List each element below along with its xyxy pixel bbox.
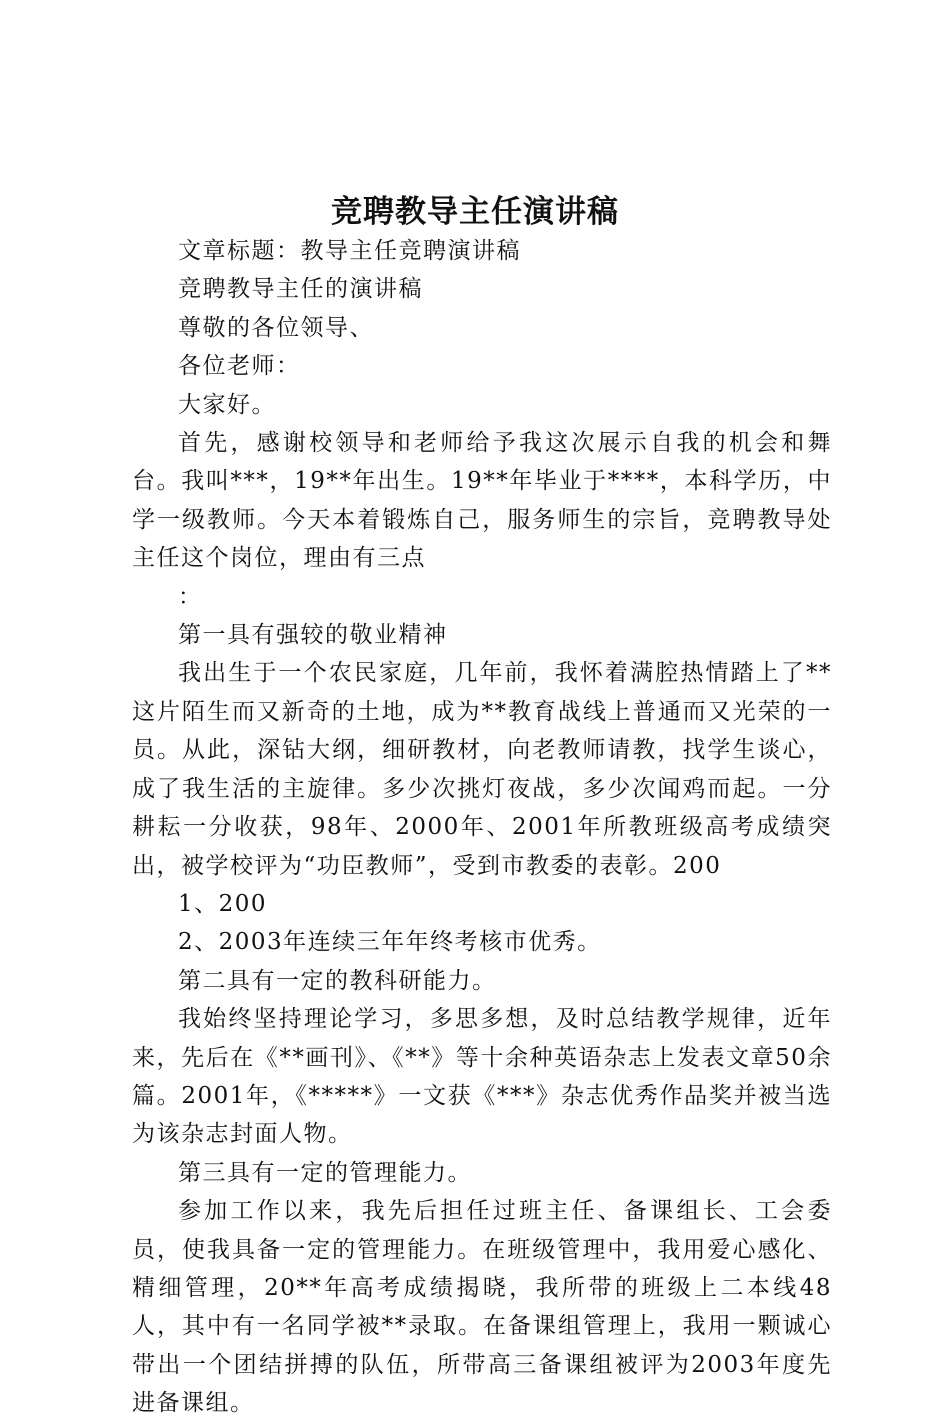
- document-body: [132, 232, 832, 1423]
- paragraph: 文章标题：教导主任竞聘演讲稿: [178, 238, 521, 264]
- document-title: 竞聘教导主任演讲稿: [331, 194, 619, 230]
- paragraph: 各位老师：: [178, 353, 301, 380]
- paragraph: 1、200: [178, 890, 268, 917]
- paragraph: 参加工作以来，我先后担任过班主任、备课组长、工会委员，使我具备一定的管理能力。在班级管理中，我用爱心感化、精细管理，20**年高考成绩揭晓，我所带的班级上二本线48人，其中有一名同学被**录取。在备课组管理上，我用一颗诚心带出一个团结拼搏的队伍，所带高三备课组被评为2003年度先进备课组。: [132, 1198, 832, 1417]
- paragraph: 第一具有强较的敬业精神: [178, 622, 448, 649]
- paragraph: 尊敬的各位领导、: [178, 314, 374, 341]
- paragraph: 竞聘教导主任的演讲稿: [178, 276, 423, 303]
- paragraph: 大家好。: [178, 391, 276, 418]
- paragraph: 首先，感谢校领导和老师给予我这次展示自我的机会和舞台。我叫***，19**年出生。19**年毕业于****，本科学历，中学一级教师。今天本着锻炼自己，服务师生的宗旨，竞聘教导处主任这个岗位，理由有三点: [132, 430, 832, 572]
- paragraph: 第三具有一定的管理能力。: [178, 1159, 472, 1186]
- paragraph: 2、2003年连续三年年终考核市优秀。: [178, 929, 602, 956]
- paragraph: 我出生于一个农民家庭，几年前，我怀着满腔热情踏上了**这片陌生而又新奇的土地，成为**教育战线上普通而又光荣的一员。从此，深钻大纲，细研教材，向老教师请教，找学生谈心，成了我生活的主旋律。多少次挑灯夜战，多少次闻鸡而起。一分耕耘一分收获，98年、2000年、2001年所教班级高考成绩突出，被学校评为“功臣教师”，受到市教委的表彰。200: [132, 660, 832, 879]
- paragraph: 我始终坚持理论学习，多思多想，及时总结教学规律，近年来，先后在《**画刊》、《**》等十余种英语杂志上发表文章50余篇。2001年，《*****》一文获《***》杂志优秀作品奖并被当选为该杂志封面人物。: [132, 1006, 832, 1148]
- paragraph: 第二具有一定的教科研能力。: [178, 967, 497, 994]
- paragraph: ：: [178, 583, 203, 610]
